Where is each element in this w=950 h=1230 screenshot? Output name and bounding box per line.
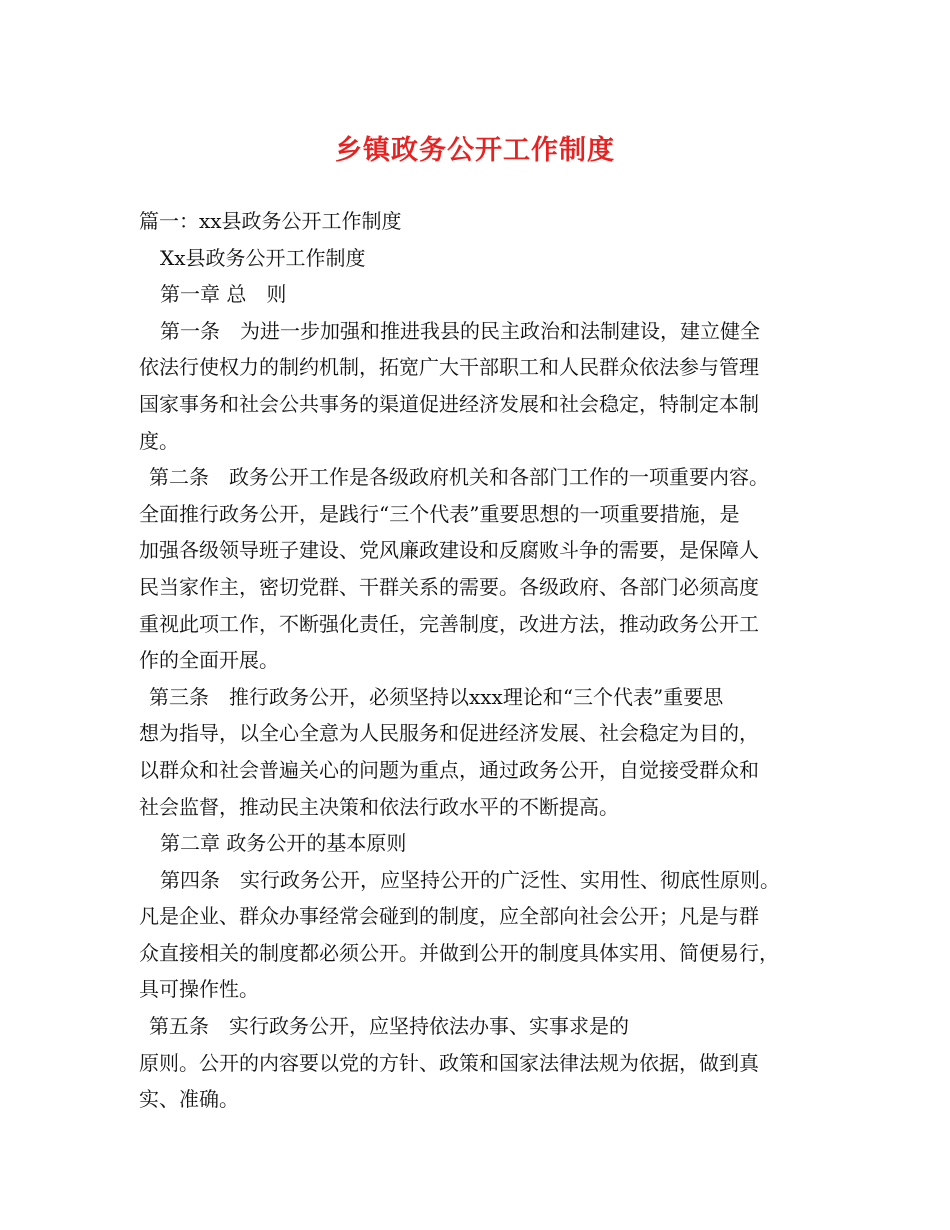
paragraph-line: 全面推行政务公开，是践行“三个代表”重要思想的一项重要措施，是	[139, 501, 740, 526]
paragraph-line: 国家事务和社会公共事务的渠道促进经济发展和社会稳定，特制定本制	[139, 391, 759, 416]
paragraph-line: 第五条 实行政务公开，应坚持依法办事、实事求是的	[149, 1014, 629, 1039]
paragraph-line: 民当家作主，密切党群、干群关系的需要。各级政府、各部门必须高度	[139, 574, 759, 599]
subtitle: Xx县政务公开工作制度	[160, 245, 366, 270]
paragraph-line: 以群众和社会普遍关心的问题为重点，通过政务公开，自觉接受群众和	[139, 757, 759, 782]
document-body	[139, 203, 829, 1118]
paragraph-line: 重视此项工作，不断强化责任，完善制度，改进方法，推动政务公开工	[139, 611, 759, 636]
paragraph-line: 社会监督，推动民主决策和依法行政水平的不断提高。	[139, 794, 619, 819]
chapter-heading-2: 第二章 政务公开的基本原则	[160, 831, 407, 856]
paragraph-line: 第四条 实行政务公开，应坚持公开的广泛性、实用性、彻底性原则。	[160, 867, 780, 892]
paragraph-line: 第三条 推行政务公开，必须坚持以xxx理论和“三个代表”重要思	[149, 684, 724, 709]
paragraph-line: 实、准确。	[139, 1087, 239, 1112]
chapter-heading-1: 第一章 总 则	[160, 282, 287, 307]
paragraph-line: 具可操作性。	[139, 977, 259, 1002]
paragraph-line: 凡是企业、群众办事经常会碰到的制度，应全部向社会公开；凡是与群	[139, 904, 759, 929]
paragraph-line: 依法行使权力的制约机制，拓宽广大干部职工和人民群众依法参与管理	[139, 355, 759, 380]
paragraph-line: 第一条 为进一步加强和推进我县的民主政治和法制建设，建立健全	[160, 318, 760, 343]
paragraph-line: 加强各级领导班子建设、党风廉政建设和反腐败斗争的需要，是保障人	[139, 538, 759, 563]
paragraph-line: 想为指导，以全心全意为人民服务和促进经济发展、社会稳定为目的，	[139, 721, 759, 746]
paragraph-line: 众直接相关的制度都必须公开。并做到公开的制度具体实用、简便易行，	[139, 940, 779, 965]
heading-part-one: 篇一：xx县政务公开工作制度	[139, 209, 402, 233]
document-title: 乡镇政务公开工作制度	[335, 135, 615, 166]
paragraph-line: 度。	[139, 428, 179, 453]
paragraph-line: 作的全面开展。	[139, 648, 279, 673]
paragraph-line: 第二条 政务公开工作是各级政府机关和各部门工作的一项重要内容。	[149, 465, 769, 490]
paragraph-line: 原则。公开的内容要以党的方针、政策和国家法律法规为依据，做到真	[139, 1050, 759, 1075]
